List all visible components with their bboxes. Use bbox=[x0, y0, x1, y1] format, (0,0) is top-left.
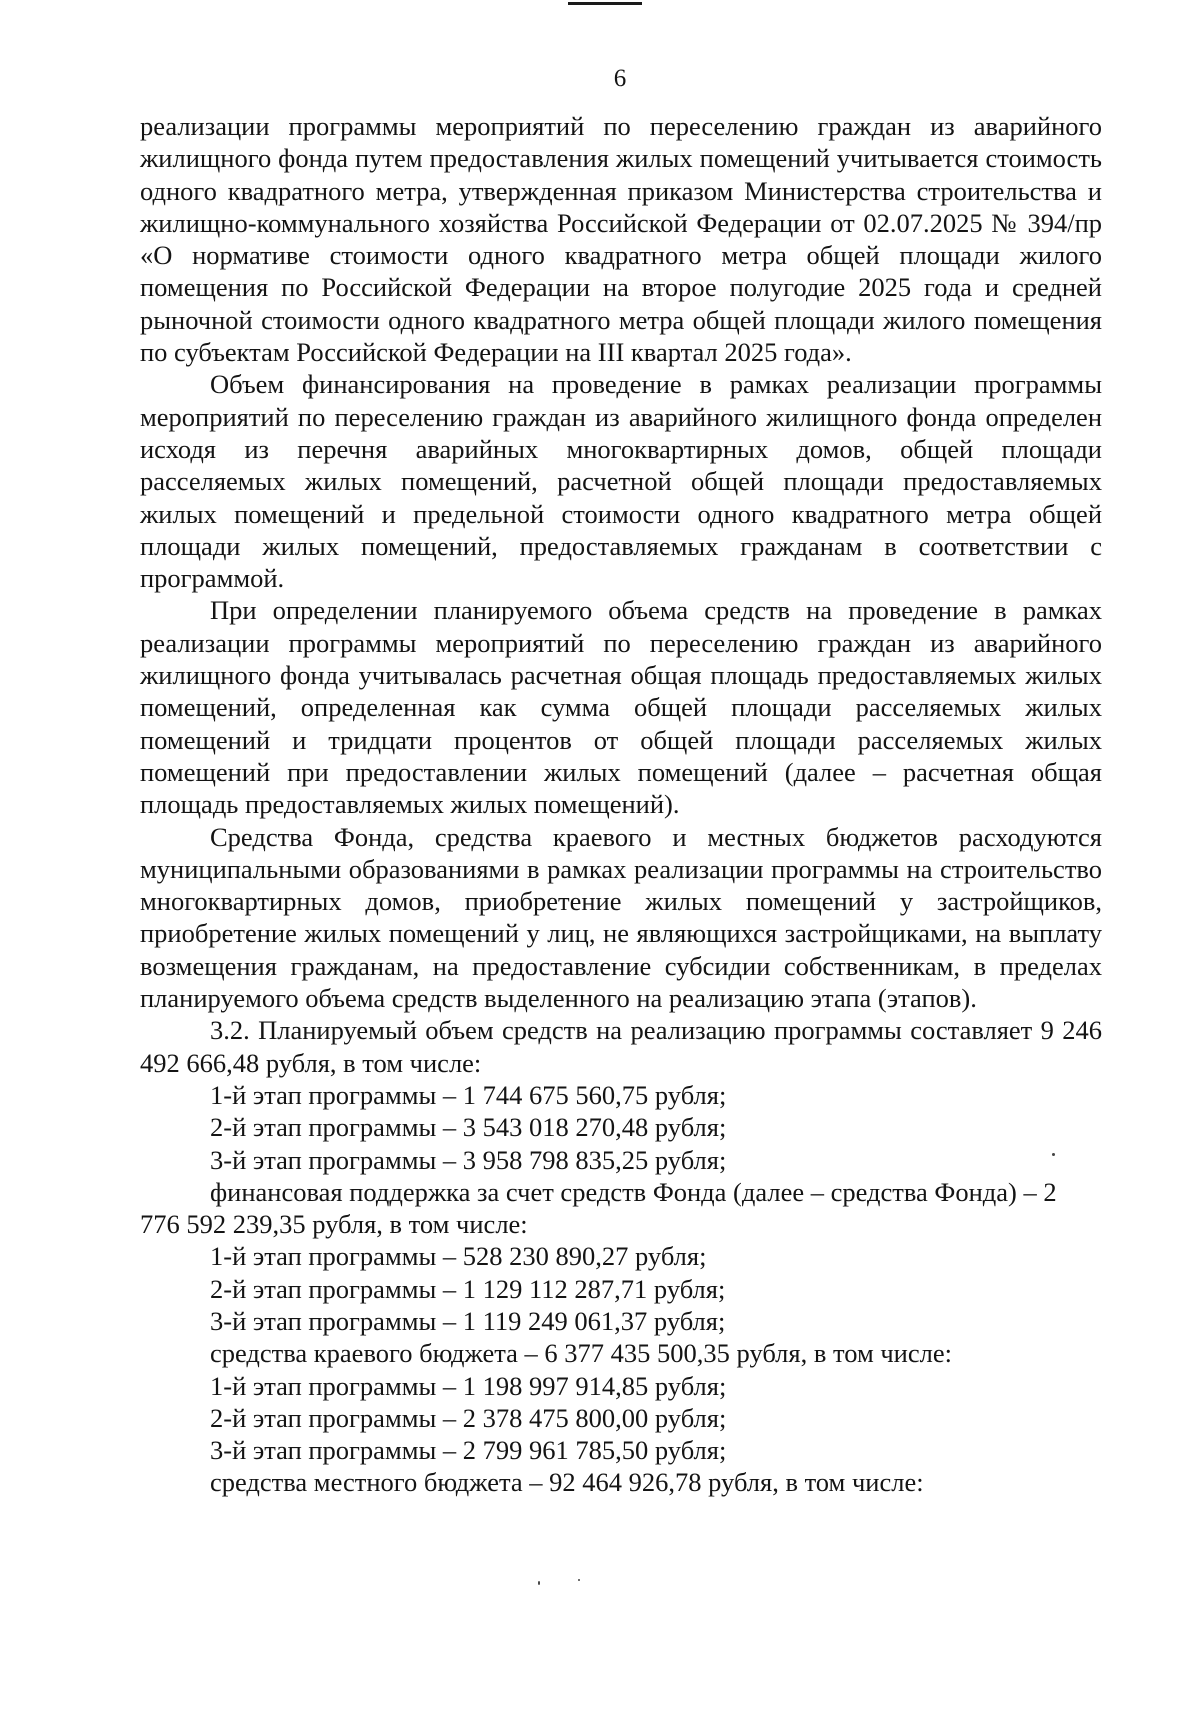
list-item: 2-й этап программы – 3 543 018 270,48 рубля; bbox=[210, 1112, 727, 1143]
list-item: 2-й этап программы – 2 378 475 800,00 рубля; bbox=[210, 1402, 727, 1433]
local-budget-line: средства местного бюджета – 92 464 926,78 рубля, в том числе: bbox=[210, 1467, 924, 1498]
regional-budget-line: средства краевого бюджета – 6 377 435 500,35 рубля, в том числе: bbox=[210, 1338, 952, 1369]
paragraph-funds-usage: Средства Фонда, средства краевого и местных бюджетов расходуются муниципальными образованиями в рамках реализации программы на строительство многоквартирных домов, приобретение жилых помещений у застройщиков, приобретение жилых помещений у лиц, не являющихся застройщиками, на выплату возмещения гражданам, на предоставление субсидии собственникам, в пределах планируемого объема средств выделенного на реализацию этапа (этапов). bbox=[140, 821, 1102, 1014]
paragraph-financing-volume: Объем финансирования на проведение в рамках реализации программы мероприятий по переселению граждан из аварийного жилищного фонда определен исходя из перечня аварийных многоквартирных домов, общей площади расселяемых жилых помещений, расчетной общей площади предоставляемых жилых помещений и предельной стоимости одного квадратного метра общей площади жилых помещений, предоставляемых гражданам в соответствии с программой. bbox=[140, 369, 1102, 594]
fund-support-line: финансовая поддержка за счет средств Фонда (далее – средства Фонда) – 2 776 592 239,35 рубля, в том числе: bbox=[140, 1176, 1057, 1240]
list-item: 3-й этап программы – 2 799 961 785,50 рубля; bbox=[210, 1435, 727, 1466]
scan-speck bbox=[538, 1581, 540, 1585]
document-body bbox=[140, 110, 1102, 1499]
list-item: 3-й этап программы – 1 119 249 061,37 рубля; bbox=[210, 1305, 726, 1336]
scan-speck bbox=[1052, 1153, 1055, 1156]
page-number: 6 bbox=[613, 65, 627, 92]
list-item: 1-й этап программы – 1 744 675 560,75 рубля; bbox=[210, 1079, 727, 1110]
list-item: 1-й этап программы – 1 198 997 914,85 рубля; bbox=[210, 1370, 727, 1401]
paragraph-continuation: реализации программы мероприятий по переселению граждан из аварийного жилищного фонда путем предоставления жилых помещений учитывается стоимость одного квадратного метра, утвержденная приказом Министерства строительства и жилищно-коммунального хозяйства Российской Федерации от 02.07.2025 № 394/пр «О нормативе стоимости одного квадратного метра общей площади жилого помещения по Российской Федерации на второе полугодие 2025 года и средней рыночной стоимости одного квадратного метра общей площади жилого помещения по субъектам Российской Федерации на III квартал 2025 года». bbox=[140, 111, 1102, 368]
paragraph-planned-volume: При определении планируемого объема средств на проведение в рамках реализации программы мероприятий по переселению граждан из аварийного жилищного фонда учитывалась расчетная общая площадь предоставляемых жилых помещений, определенная как сумма общей площади расселяемых жилых помещений и тридцати процентов от общей площади расселяемых жилых помещений при предоставлении жилых помещений (далее – расчетная общая площадь предоставляемых жилых помещений). bbox=[140, 595, 1102, 820]
list-item: 1-й этап программы – 528 230 890,27 рубля; bbox=[210, 1241, 707, 1272]
list-item: 2-й этап программы – 1 129 112 287,71 рубля; bbox=[210, 1273, 726, 1304]
scan-speck bbox=[578, 1579, 580, 1581]
list-item: 3-й этап программы – 3 958 798 835,25 рубля; bbox=[210, 1144, 727, 1175]
paragraph-section-3-2: 3.2. Планируемый объем средств на реализацию программы составляет 9 246 492 666,48 рубля, в том числе: bbox=[140, 1015, 1102, 1078]
top-edge-mark bbox=[568, 2, 642, 5]
